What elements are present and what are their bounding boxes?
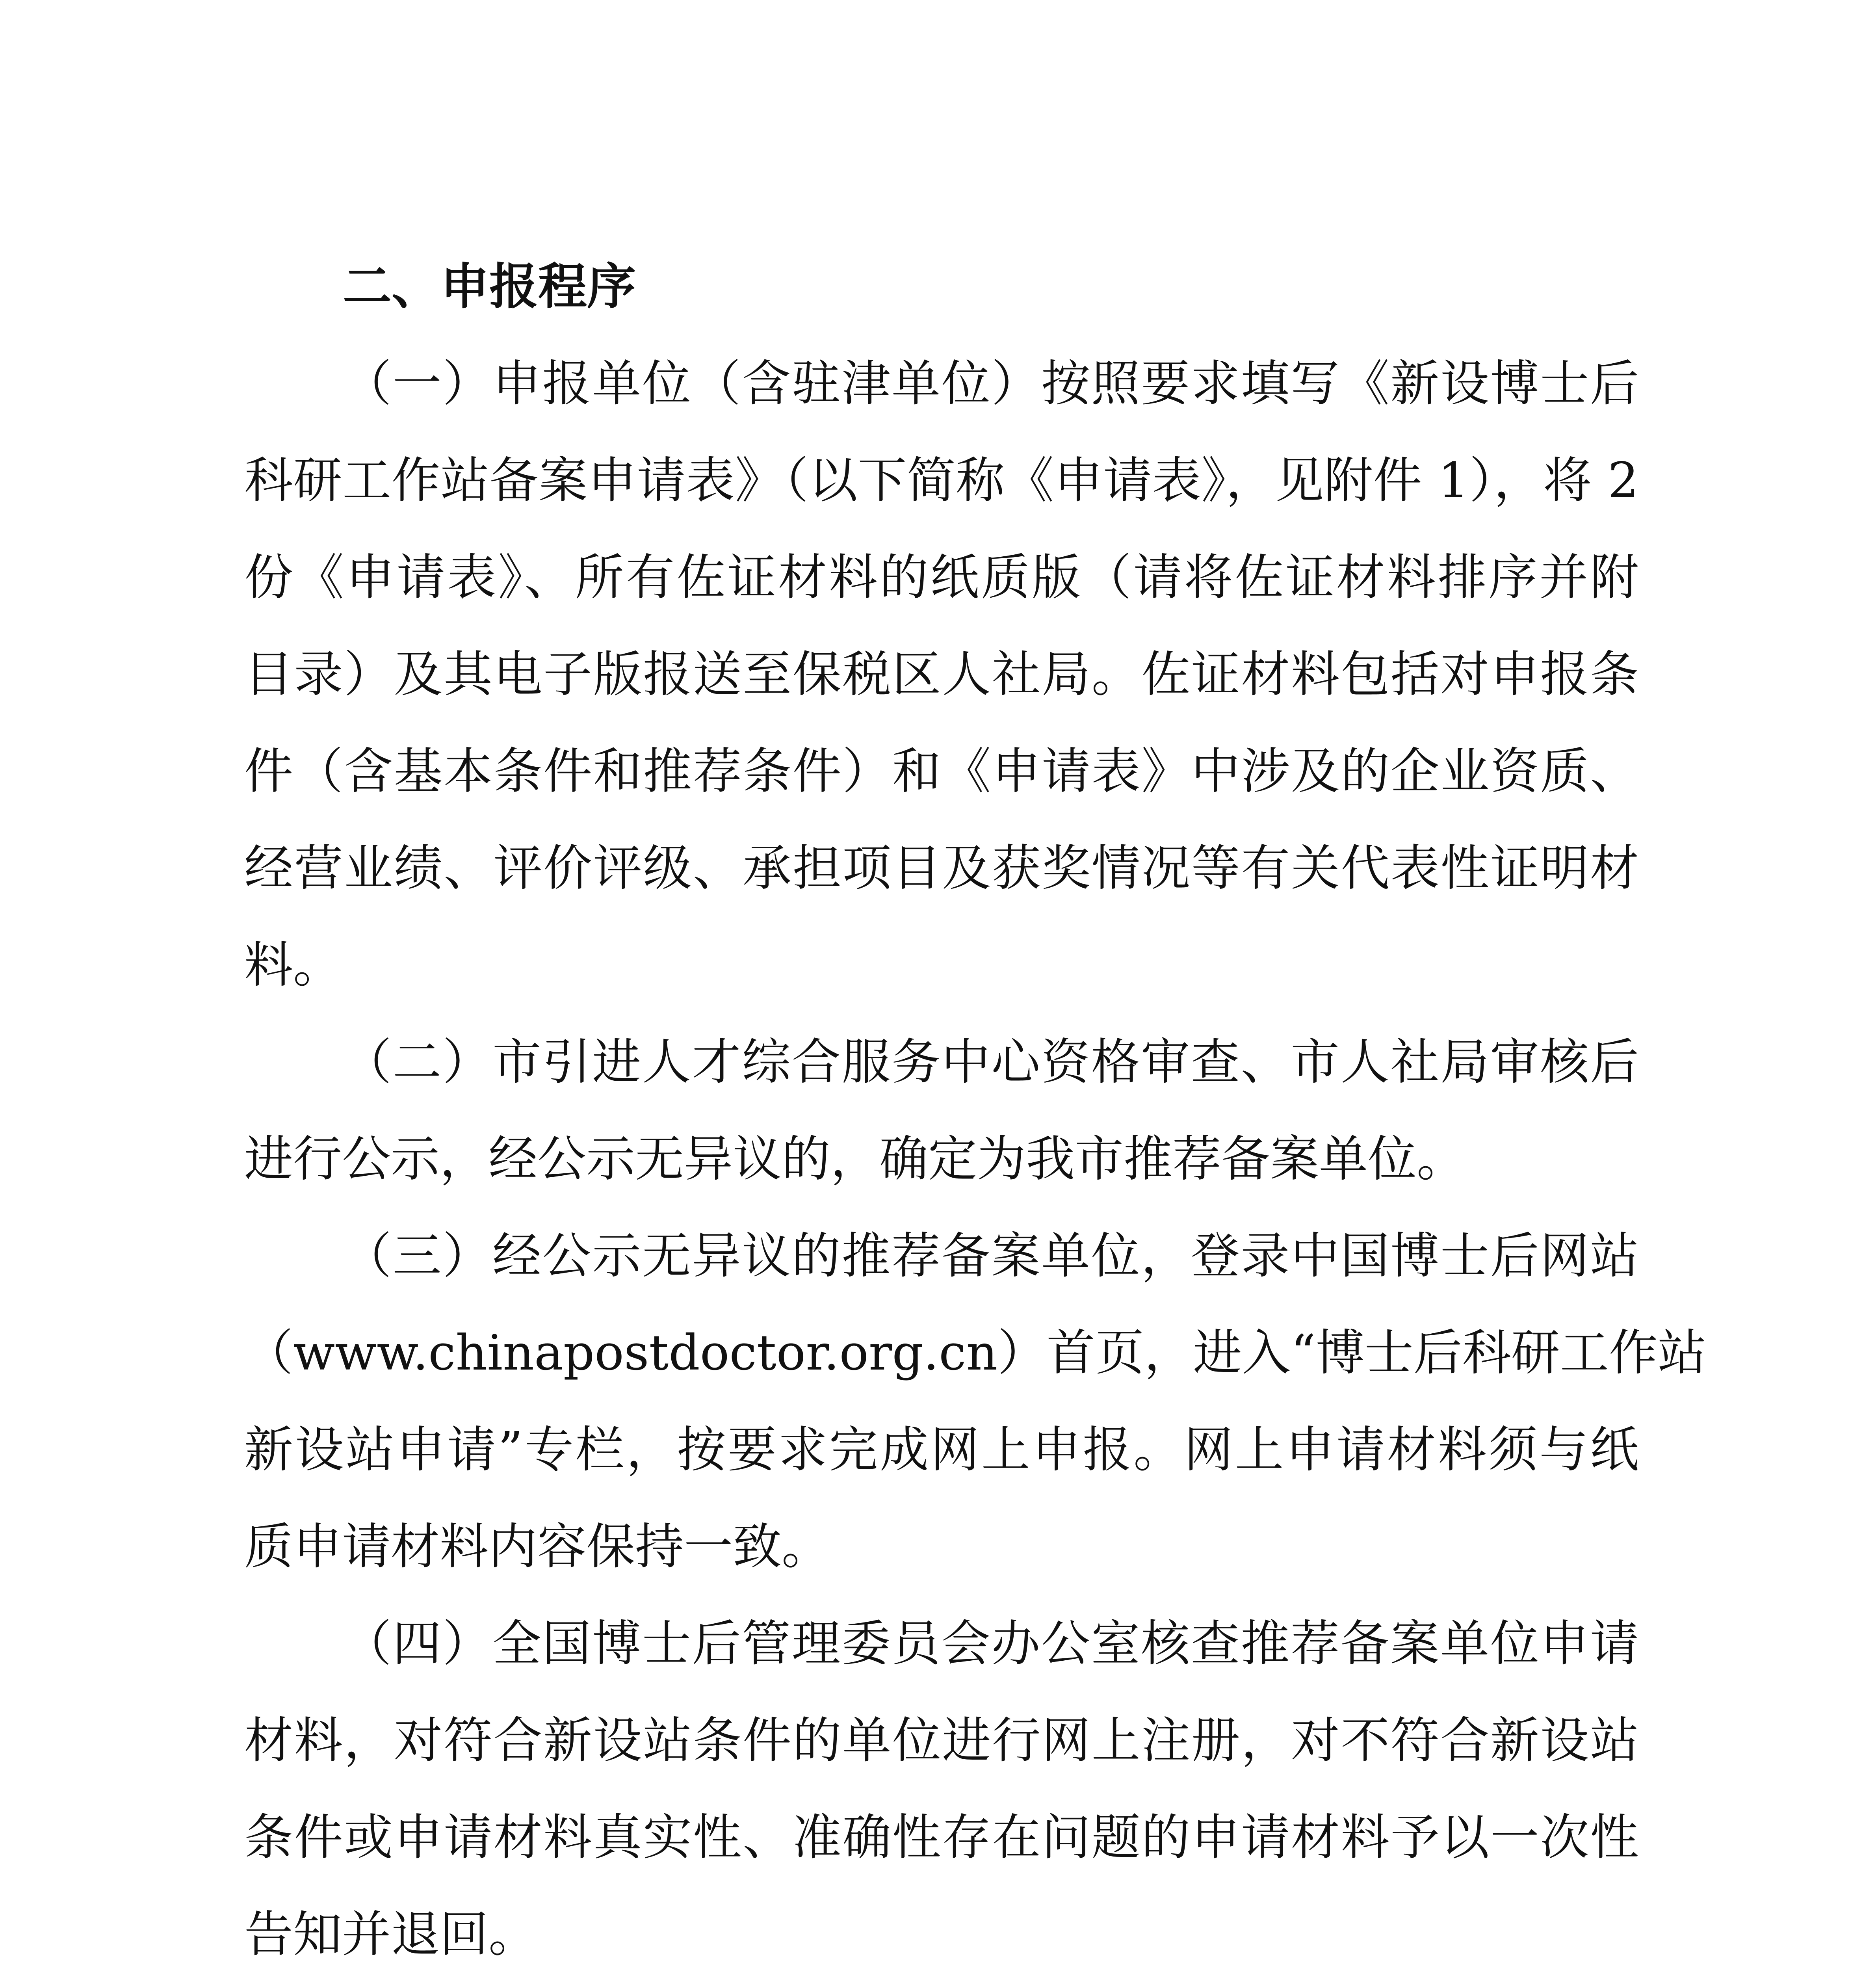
paragraph-line: 进行公示，经公示无异议的，确定为我市推荐备案单位。 bbox=[244, 1131, 1466, 1188]
paragraph-line: （二）市引进人才综合服务中心资格审查、市人社局审核后 bbox=[343, 1034, 1639, 1091]
paragraph-line: 材料，对符合新设站条件的单位进行网上注册，对不符合新设站 bbox=[244, 1712, 1639, 1769]
paragraph-line: （四）全国博士后管理委员会办公室核查推荐备案单位申请 bbox=[343, 1615, 1639, 1672]
paragraph-line: （三）经公示无异议的推荐备案单位，登录中国博士后网站 bbox=[343, 1228, 1639, 1284]
paragraph-line: 目录）及其电子版报送至保税区人社局。佐证材料包括对申报条 bbox=[244, 646, 1639, 703]
paragraph-line: 新设站申请”专栏，按要求完成网上申报。网上申请材料须与纸 bbox=[244, 1422, 1639, 1478]
paragraph-line: 告知并退回。 bbox=[244, 1906, 538, 1963]
section-heading-procedure: 二、申报程序 bbox=[343, 258, 636, 315]
paragraph-line: 份《申请表》、所有佐证材料的纸质版（请将佐证材料排序并附 bbox=[244, 549, 1639, 606]
paragraph-line: 经营业绩、评价评级、承担项目及获奖情况等有关代表性证明材 bbox=[244, 840, 1639, 897]
paragraph-line: 条件或申请材料真实性、准确性存在问题的申请材料予以一次性 bbox=[244, 1809, 1639, 1866]
paragraph-line: （www.chinapostdoctor.org.cn）首页，进入“博士后科研工作站 bbox=[244, 1325, 1707, 1381]
paragraph-line: 质申请材料内容保持一致。 bbox=[244, 1518, 831, 1575]
paragraph-line: 科研工作站备案申请表》（以下简称《申请表》，见附件 1），将 2 bbox=[244, 452, 1639, 509]
paragraph-line: 件（含基本条件和推荐条件）和《申请表》中涉及的企业资质、 bbox=[244, 743, 1639, 800]
paragraph-line: 料。 bbox=[244, 937, 342, 994]
paragraph-line: （一）申报单位（含驻津单位）按照要求填写《新设博士后 bbox=[343, 355, 1639, 412]
